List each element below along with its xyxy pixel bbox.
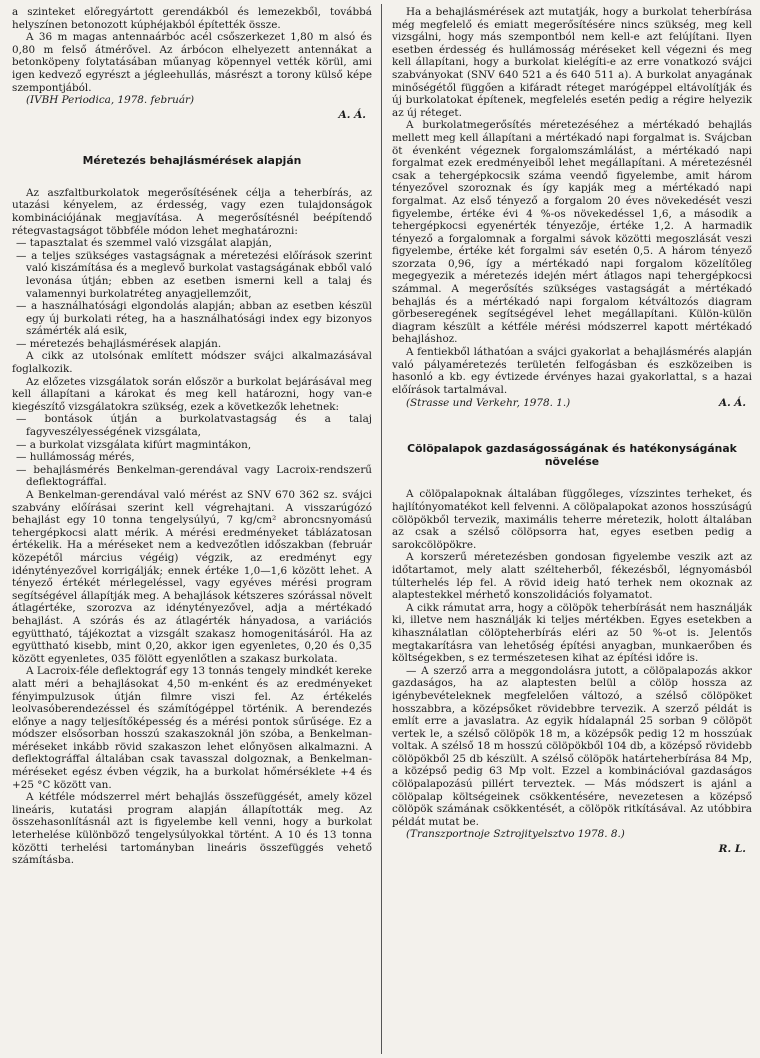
article-paragraph: A korszerű méretezésben gondosan figyelembe veszik azt az időtartamot, mely alatt szélteherből, fékezésből, légnyomásból túlterhelés lép fel. A rövid ideig ható terhek nem okoznak az alaptestekkel mérhető konszolidációs folyamatot. [392, 551, 752, 602]
source-line [392, 397, 752, 410]
article-paragraph: Ha a behajlásmérések azt mutatják, hogy a burkolat teherbírása még megfelelő és emiatt megerősítésére nincs szükség, meg kell vizsgálni, hogy más szempontból nem kell-e azt felújítani. Ilyen esetben érdesség és hullámosság méréseket kell végezni és meg kell állapítani, hogy a burkolat kielégíti-e az erre vonatkozó svájci szabványokat (SNV 640 521 a és 640 511 a). A burkolat anyagának minőségétől függően a kifáradt réteget marógéppel eltávolítják és új burkolatokat építenek, megfelelés esetén pedig a régire helyezik az új réteget. [392, 6, 752, 119]
article-title-deflection: Méretezés behajlásmérések alapján [82, 153, 302, 167]
article-source: (Transzportnoje Sztrojityelsztvo 1978. 8.) [406, 828, 625, 841]
intro-paragraph-2: A 36 m magas antennaárbóc acél csőszerkezet 1,80 m alsó és 0,80 m felső átmérővel. Az árbócon elhelyezett antennákat a betonköpeny folytatásában műanyag köpennyel vették körül, ami igen kedvező egyrészt a jégleehullás, másrészt a torony külső képe szempontjából. [12, 31, 372, 94]
article-source: (Strasse und Verkehr, 1978. 1.) [406, 397, 571, 410]
list-item: — a burkolat vizsgálata kifúrt magmintákon, [16, 438, 252, 451]
article-paragraph: A Benkelman-gerendával való mérést az SNV 670 362 sz. svájci szabvány előírásai szerint kell végrehajtani. A visszarúgózó behajlást egy 10 tonna tengelysúlyú, 7 kg/cm² abroncsnyomású tehergépkocsi alatt mérik. A mérési eredményeket táblázatosan értékelik. Ha a méréseket nem a kedvezőtlen időszakban (február közepétől március végéig) végzik, az eredményt egy idénytényezővel korrigálják; ennek értéke 1,0—1,6 között lehet. A tényező értékét mérlegeléssel, vagy egyéves mérési program segítségével állapítják meg. A behajlások kétszeres szórással növelt átlagértéke, szorozva az idénytényezővel, adja a mértékadó behajlást. A szórás és az átlagérték hányadosa, a variációs együttható, tájékoztat a vizsgált szakasz homogenitásáról. Ha az együttható kisebb, mint 0,20, akkor igen egyenletes, 0,20 és 0,35 között egyenletes, 035 fölött egyenlőtlen a szakasz burkolata. [12, 489, 372, 665]
article-paragraph: — A szerző arra a meggondolásra jutott, a cölöpalapozás akkor gazdaságos, ha az alaptesten belül a cölöp hossza az igénybevételeknek megfelelően változó, a szélső cölöpöket hosszabbra, a középsőket rövidebbre tervezik. A szerző példát is említ erre a javaslatra. Az egyik hídalapnál 25 sorban 9 cölöpöt vertek le, a szélső cölöpök 18 m, a középsők pedig 12 m hosszúak voltak. A szélső 18 m hosszú cölöpökből 104 db, a középső rövidebb cölöpökből 25 db készült. A szélső cölöpök határteherbírása 84 Mp, a középső pedig 63 Mp volt. Ezzel a kombinációval gazdaságos cölöpalapozású pillért terveztek. — Más módszert is ajánl a cölöpalap költségeinek csökkentésére, nevezetesen a középső cölöpök számának csökkentését, a cölöpök ritkításával. Az utóbbira példát mutat be. [392, 664, 752, 828]
column-divider [381, 4, 382, 1054]
right-column [392, 6, 752, 856]
article-paragraph: A Lacroix-féle deflektográf egy 13 tonnás tengely mindkét kereke alatt méri a behajlásokat 4,50 m-enként és az eredményeket fényimpulzusok útján filmre viszi fel. Az értékelés leolvasóberendezéssel és számítógéppel történik. A berendezés előnye a nagy teljesítőképesség és a mérési pontok sűrűsége. Ez a módszer elsősorban hosszú szakaszoknál jön szóba, a Benkelman-méréseket inkább rövid szakaszon lehet előnyösen alkalmazni. A deflektográffal általában csak tavasszal dolgoznak, a Benkelman-méréseket egész évben végzik, ha a burkolat hőmérséklete +4 és +25 °C között van. [12, 665, 372, 791]
list-item: — behajlásmérés Benkelman-gerendával vagy Lacroix-rendszerű deflektográffal. [16, 463, 372, 489]
intro-signature: A. Á. [338, 108, 366, 121]
article-title-piles: Cölöpalapok gazdaságosságának és hatékonyságának növelése [407, 442, 737, 469]
article-paragraph: Az előzetes vizsgálatok során először a burkolat bejárásával meg kell állapítani a károkat és meg kell határozni, hogy van-e kiegészítő vizsgálatokra szükség, ezek a következők lehetnek: [12, 375, 372, 413]
list-item: — a teljes szükséges vastagságnak a méretezési előírások szerint való kiszámítása és a meglevő burkolat vastagságának ebből való levonása útján; ebben az esetben ismerni kell a talaj és valamennyi burkolatréteg anyagjellemzőit, [16, 249, 372, 300]
intro-paragraph-1: a szinteket előregyártott gerendákból és lemezekből, továbbá helyszínen betonozott kúphéjakból építették össze. [12, 6, 372, 31]
article-signature: A. Á. [719, 397, 746, 410]
list-item: — tapasztalat és szemmel való vizsgálat alapján, [16, 237, 272, 250]
article-paragraph: A cölöpalapoknak általában függőleges, vízszintes terheket, és hajlítónyomatékot kell felvenni. A cölöpalapokat azonos hosszúságú cölöpökből tervezik, maximális teherre méretezik, holott általában az csak a szélső cölöpsorra hat, egyes esetben pedig a sarokcölöpökre. [392, 488, 752, 551]
article-paragraph: A fentiekből láthatóan a svájci gyakorlat a behajlásmérés alapján való pályaméretezés területén felfogásban és eszközeiben is hasonló a kb. egy évtizede érvényes hazai gyakorlattal, s a hazai előírások tartalmával. [392, 346, 752, 396]
left-column [12, 6, 372, 867]
article-paragraph: Az aszfaltburkolatok megerősítésének célja a teherbírás, az utazási kényelem, az érdesség, vagy ezen tulajdonságok kombinációjának megjavítása. A megerősítésnél beépítendő rétegvastagságot többféle módon lehet meghatározni: [12, 186, 372, 237]
list-item: — hullámosság mérés, [16, 451, 135, 464]
intro-source: (IVBH Periodica, 1978. február) [26, 94, 195, 107]
article-paragraph: A burkolatmegerősítés méretezéséhez a mértékadó behajlás mellett meg kell állapítani a mértékadó napi forgalmat is. Svájcban öt évenként végeznek forgalomszámlálást, a mértékadó napi forgalmat ezek eredményeiből lehet megállapítani. A méretezésnél csak a tehergépkocsik száma veendő figyelembe, amit három tényezővel szoroznak és így kapják meg a mértékadó napi forgalmat. Az első tényező a forgalom 20 éves növekedését veszi figyelembe, értéke évi 4 %-os növekedéssel 1,6, a második a tehergépkocsi egyenérték tényezője, értéke 1,2. A harmadik tényező a forgalomnak a forgalmi sávok közötti megoszlását veszi figyelembe, értéke két forgalmi sáv esetén 0,5. A három tényező szorzata 0,96, így a mértékadó napi forgalom közelítőleg megegyezik a méretezés idején mért átlagos napi tehergépkocsi számmal. A megerősítés szükséges vastagságát a mértékadó behajlás és a mértékadó napi forgalom kétváltozós diagram görbeseregének segítségével lehet megállapítani. Külön-külön diagram készült a kétféle mérési módszerrel kapott mértékadó behajláshoz. [392, 119, 752, 346]
list-item: — méretezés behajlásmérések alapján. [16, 337, 222, 350]
article-paragraph: A cikk rámutat arra, hogy a cölöpök teherbírását nem használják ki, illetve nem használják ki teljes mértékben. Egyes esetekben a kihasználatlan cölöpteherbírás eléri az 50 %-ot is. Jelentős megtakarításra van lehetőség építési anyagban, munkaerőben és költségekben, s ez természetesen kihat az építési időre is. [392, 601, 752, 665]
article-paragraph: A kétféle módszerrel mért behajlás összefüggését, amely közel lineáris, kutatási program alapján állapították meg. Az összehasonlításnál azt is figyelembe kell venni, hogy a burkolat leterhelése különböző tengelysúlyokkal történt. A 10 és 13 tonna közötti terhelési tartományban lineáris összefüggés vehető számításba. [12, 791, 372, 867]
list-item: — a használhatósági elgondolás alapján; abban az esetben készül egy új burkolati réteg, ha a használhatósági index egy bizonyos számérték alá esik, [16, 300, 372, 338]
article-paragraph: A cikk az utolsónak említett módszer svájci alkalmazásával foglalkozik. [12, 350, 372, 376]
list-item: — bontások útján a burkolatvastagság és a talaj fagyveszélyességének vizsgálata, [16, 413, 372, 439]
article-signature: R. L. [718, 843, 746, 856]
